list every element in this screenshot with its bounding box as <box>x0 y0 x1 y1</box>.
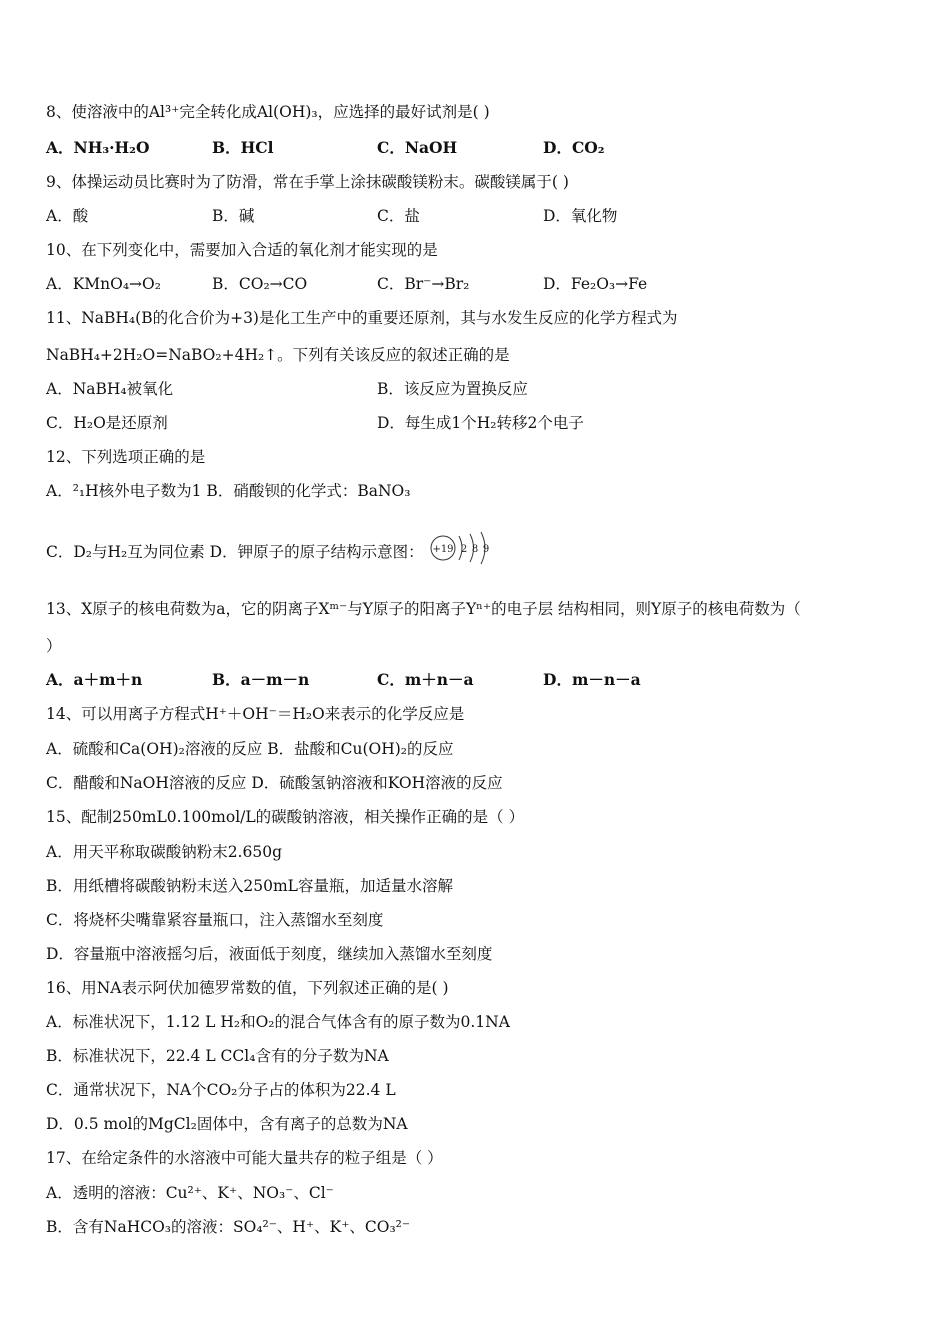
question-10-stem: 10、在下列变化中，需要加入合适的氧化剂才能实现的是 <box>46 241 438 259</box>
atom-nucleus: +19 <box>431 544 454 555</box>
question-13-stem-end: ） <box>46 637 62 655</box>
question-12-options-cd <box>46 540 493 566</box>
question-15-option-c: C．将烧杯尖嘴靠紧容量瓶口，注入蒸馏水至刻度 <box>46 911 384 929</box>
atom-shell-3: 9 <box>482 544 489 555</box>
option-d: D．Fe₂O₃→Fe <box>543 275 648 293</box>
question-12-options-ab: A．²₁H核外电子数为1 B．硝酸钡的化学式：BaNO₃ <box>46 482 411 500</box>
question-15-option-d: D．容量瓶中溶液摇匀后，液面低于刻度，继续加入蒸馏水至刻度 <box>46 945 493 963</box>
question-16-stem: 16、用NA表示阿伏加德罗常数的值，下列叙述正确的是( ) <box>46 979 449 997</box>
option-c: C．Br⁻→Br₂ <box>377 275 470 293</box>
question-12-stem: 12、下列选项正确的是 <box>46 448 206 466</box>
question-10-options <box>46 274 906 294</box>
option-b: B．碱 <box>212 207 255 225</box>
question-16-option-b: B．标准状况下，22.4 L CCl₄含有的分子数为NA <box>46 1047 389 1065</box>
question-11-options-cd <box>46 413 906 433</box>
question-9-options <box>46 206 906 226</box>
atom-shell-2: 8 <box>471 544 478 555</box>
question-15-stem: 15、配制250mL0.100mol/L的碳酸钠溶液，相关操作正确的是（ ） <box>46 808 525 826</box>
question-17-stem: 17、在给定条件的水溶液中可能大量共存的粒子组是（ ） <box>46 1149 443 1167</box>
option-d: D．CO₂ <box>543 138 605 157</box>
option-b: B．a－m－n <box>212 670 310 689</box>
option-b: B．CO₂→CO <box>212 275 308 293</box>
option-b: B．该反应为置换反应 <box>377 380 528 398</box>
question-17-option-a: A．透明的溶液：Cu²⁺、K⁺、NO₃⁻、Cl⁻ <box>46 1184 334 1202</box>
option-c: C．NaOH <box>377 138 458 157</box>
option-a: A．KMnO₄→O₂ <box>46 275 161 293</box>
question-16-option-a: A．标准状况下，1.12 L H₂和O₂的混合气体含有的原子数为0.1NA <box>46 1013 510 1031</box>
question-8-options <box>46 138 906 158</box>
question-15-option-a: A．用天平称取碳酸钠粉末2.650g <box>46 843 282 861</box>
question-9-stem: 9、体操运动员比赛时为了防滑，常在手掌上涂抹碳酸镁粉末。碳酸镁属于( ) <box>46 173 569 191</box>
option-b: B．HCl <box>212 138 274 157</box>
question-11-options-ab <box>46 379 906 399</box>
option-d: D．氧化物 <box>543 207 618 225</box>
potassium-atom-diagram <box>429 540 493 566</box>
question-11-equation: NaBH₄+2H₂O=NaBO₂+4H₂↑。下列有关该反应的叙述正确的是 <box>46 346 510 364</box>
question-13-stem: 13、X原子的核电荷数为a，它的阴离子Xᵐ⁻与Y原子的阳离子Yⁿ⁺的电子层 结构相同，则Y原子的核电荷数为（ <box>46 600 801 618</box>
question-14-options-ab: A．硫酸和Ca(OH)₂溶液的反应 B．盐酸和Cu(OH)₂的反应 <box>46 740 454 758</box>
question-14-stem: 14、可以用离子方程式H⁺＋OH⁻＝H₂O来表示的化学反应是 <box>46 705 465 723</box>
option-c: C．H₂O是还原剂 <box>46 414 168 432</box>
question-12-options-cd-text: C．D₂与H₂互为同位素 D．钾原子的原子结构示意图： <box>46 543 424 561</box>
question-14-options-cd: C．醋酸和NaOH溶液的反应 D．硫酸氢钠溶液和KOH溶液的反应 <box>46 774 503 792</box>
option-a: A．酸 <box>46 207 89 225</box>
option-c: C．盐 <box>377 207 420 225</box>
option-d: D．m－n－a <box>543 670 641 689</box>
question-17-option-b: B．含有NaHCO₃的溶液：SO₄²⁻、H⁺、K⁺、CO₃²⁻ <box>46 1218 411 1236</box>
question-13-options <box>46 670 906 690</box>
option-d: D．每生成1个H₂转移2个电子 <box>377 414 584 432</box>
question-8-stem: 8、使溶液中的Al³⁺完全转化成Al(OH)₃，应选择的最好试剂是( ) <box>46 103 490 121</box>
question-16-option-c: C．通常状况下，NA个CO₂分子占的体积为22.4 L <box>46 1081 396 1099</box>
question-15-option-b: B．用纸槽将碳酸钠粉末送入250mL容量瓶，加适量水溶解 <box>46 877 453 895</box>
question-11-stem: 11、NaBH₄(B的化合价为+3)是化工生产中的重要还原剂，其与水发生反应的化学方程式为 <box>46 309 678 327</box>
question-16-option-d: D．0.5 mol的MgCl₂固体中，含有离子的总数为NA <box>46 1115 408 1133</box>
atom-shell-1: 2 <box>460 544 467 555</box>
option-a: A．a＋m＋n <box>46 670 143 689</box>
option-a: A．NaBH₄被氧化 <box>46 380 174 398</box>
option-a: A．NH₃·H₂O <box>46 138 150 157</box>
option-c: C．m＋n－a <box>377 670 474 689</box>
